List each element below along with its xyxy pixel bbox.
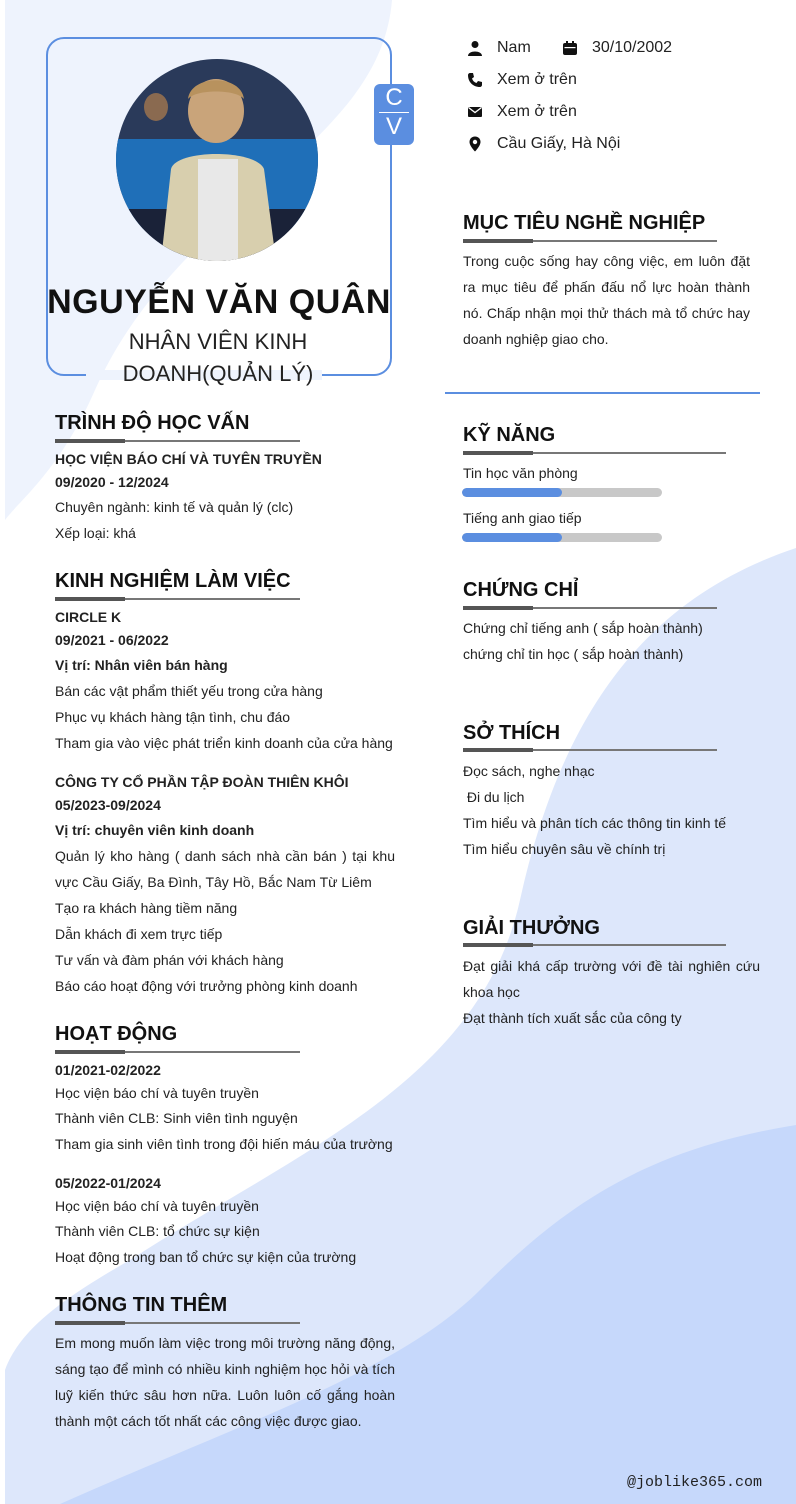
address-value: Cầu Giấy, Hà Nội — [497, 135, 621, 152]
envelope-icon — [467, 104, 483, 120]
contact-email — [467, 100, 577, 124]
hobby-item: Đọc sách, nghe nhạc — [463, 763, 595, 779]
candidate-role: NHÂN VIÊN KINH DOANH(QUẢN LÝ) — [122, 329, 314, 386]
hobbies-title: SỞ THÍCH — [463, 722, 561, 744]
contact-gender — [467, 36, 531, 60]
activity-line: Thành viên CLB: Sinh viên tình nguyện — [55, 1110, 298, 1126]
job-position: Vị trí: Nhân viên bán hàng — [55, 657, 228, 673]
activity-line: Hoạt động trong ban tổ chức sự kiện của trường — [55, 1249, 357, 1265]
job-task: Tham gia vào việc phát triển kinh doanh của cửa hàng — [55, 735, 393, 751]
experience-underline — [55, 598, 300, 600]
certificates-underline — [463, 607, 717, 609]
education-title: TRÌNH ĐỘ HỌC VẤN — [55, 412, 250, 434]
awards-underline — [463, 944, 726, 946]
activity-period: 05/2022-01/2024 — [55, 1175, 161, 1191]
activities-title: HOẠT ĐỘNG — [55, 1023, 178, 1045]
extra-title: THÔNG TIN THÊM — [55, 1294, 228, 1316]
contact-birthday — [562, 36, 672, 60]
education-major: Chuyên ngành: kinh tế và quản lý (clc) — [55, 499, 294, 515]
activity-line: Thành viên CLB: tổ chức sự kiện — [55, 1223, 260, 1239]
person-icon — [467, 40, 483, 56]
activities-underline — [55, 1051, 300, 1053]
job-task: Tư vấn và đàm phán với khách hàng — [55, 952, 284, 968]
job-position: Vị trí: chuyên viên kinh doanh — [55, 822, 255, 838]
award-item: Đạt giải khá cấp trường với đề tài nghiên cứu khoa học — [463, 958, 760, 1000]
certificate-item: chứng chỉ tin học ( sắp hoàn thành) — [463, 646, 684, 662]
activity-period: 01/2021-02/2022 — [55, 1062, 161, 1078]
job-task: Tạo ra khách hàng tiềm năng — [55, 900, 238, 916]
education-school: HỌC VIỆN BÁO CHÍ VÀ TUYÊN TRUYỀN — [55, 451, 322, 467]
education-period: 09/2020 - 12/2024 — [55, 474, 169, 490]
certificates-title: CHỨNG CHỈ — [463, 579, 579, 601]
profile-photo — [116, 59, 318, 261]
hobby-item: Tìm hiểu chuyên sâu về chính trị — [463, 841, 666, 857]
candidate-name: NGUYỄN VĂN QUÂN — [47, 283, 391, 321]
job-period: 09/2021 - 06/2022 — [55, 632, 169, 648]
phone-value: Xem ở trên — [497, 71, 577, 88]
job-task: Phục vụ khách hàng tận tình, chu đáo — [55, 709, 291, 725]
skills-title: KỸ NĂNG — [463, 424, 556, 446]
education-underline — [55, 440, 300, 442]
job-task: Dẫn khách đi xem trực tiếp — [55, 926, 223, 942]
job-task: Quản lý kho hàng ( danh sách nhà cần bán ) tại khu vực Cầu Giấy, Ba Đình, Tây Hồ, Bắc Nam Từ Liêm — [55, 848, 395, 890]
map-pin-icon — [467, 136, 483, 152]
cv-badge — [374, 84, 414, 145]
job-company: CÔNG TY CỔ PHẦN TẬP ĐOÀN THIÊN KHÔI — [55, 774, 349, 790]
hobby-item: Tìm hiểu và phân tích các thông tin kinh tế — [463, 815, 727, 831]
calendar-icon — [562, 40, 578, 56]
extra-text: Em mong muốn làm việc trong môi trường năng động, sáng tạo để mình có nhiều kinh nghiệm học hỏi và tích luỹ kiến thức sâu hơn nữa. Luôn luôn cố gắng hoàn thành một cách tốt nhất các công việc được giao. — [55, 1335, 395, 1429]
phone-icon — [467, 72, 483, 88]
skill-name: Tin học văn phòng — [463, 465, 578, 481]
education-grade: Xếp loại: khá — [55, 525, 136, 541]
cv-badge-top: C — [385, 84, 403, 111]
activity-line: Học viện báo chí và tuyên truyền — [55, 1085, 259, 1101]
awards-title: GIẢI THƯỞNG — [463, 917, 600, 939]
skill-bar — [462, 533, 662, 542]
skill-name: Tiếng anh giao tiếp — [463, 510, 582, 526]
contact-address — [467, 132, 620, 156]
skill-bar — [462, 488, 662, 497]
activity-line: Học viện báo chí và tuyên truyền — [55, 1198, 259, 1214]
job-task: Báo cáo hoạt động với trưởng phòng kinh doanh — [55, 978, 358, 994]
objective-underline — [463, 240, 717, 242]
contact-phone — [467, 68, 577, 92]
job-company: CIRCLE K — [55, 609, 122, 625]
certificate-item: Chứng chỉ tiếng anh ( sắp hoàn thành) — [463, 620, 703, 636]
award-item: Đạt thành tích xuất sắc của công ty — [463, 1010, 682, 1026]
hobby-item: Đi du lịch — [463, 789, 525, 805]
cv-badge-bottom: V — [385, 113, 402, 140]
skills-underline — [463, 452, 726, 454]
hobbies-underline — [463, 749, 717, 751]
footer-website: @joblike365.com — [626, 1474, 762, 1491]
email-value: Xem ở trên — [497, 103, 577, 120]
job-task: Bán các vật phẩm thiết yếu trong cửa hàng — [55, 683, 323, 699]
extra-underline — [55, 1322, 300, 1324]
activity-line: Tham gia sinh viên tình trong đội hiến máu của trường — [55, 1136, 393, 1152]
birthday-value: 30/10/2002 — [592, 39, 673, 56]
right-divider — [445, 392, 760, 394]
gender-value: Nam — [497, 39, 531, 56]
objective-title: MỤC TIÊU NGHỀ NGHIỆP — [463, 212, 706, 234]
objective-text: Trong cuộc sống hay công việc, em luôn đặt ra mục tiêu để phấn đấu nổ lực hoàn thành nó. Chấp nhận mọi thử thách mà tổ chức hay doanh nghiệp giao cho. — [463, 253, 750, 347]
experience-title: KINH NGHIỆM LÀM VIỆC — [55, 570, 291, 592]
job-period: 05/2023-09/2024 — [55, 797, 161, 813]
